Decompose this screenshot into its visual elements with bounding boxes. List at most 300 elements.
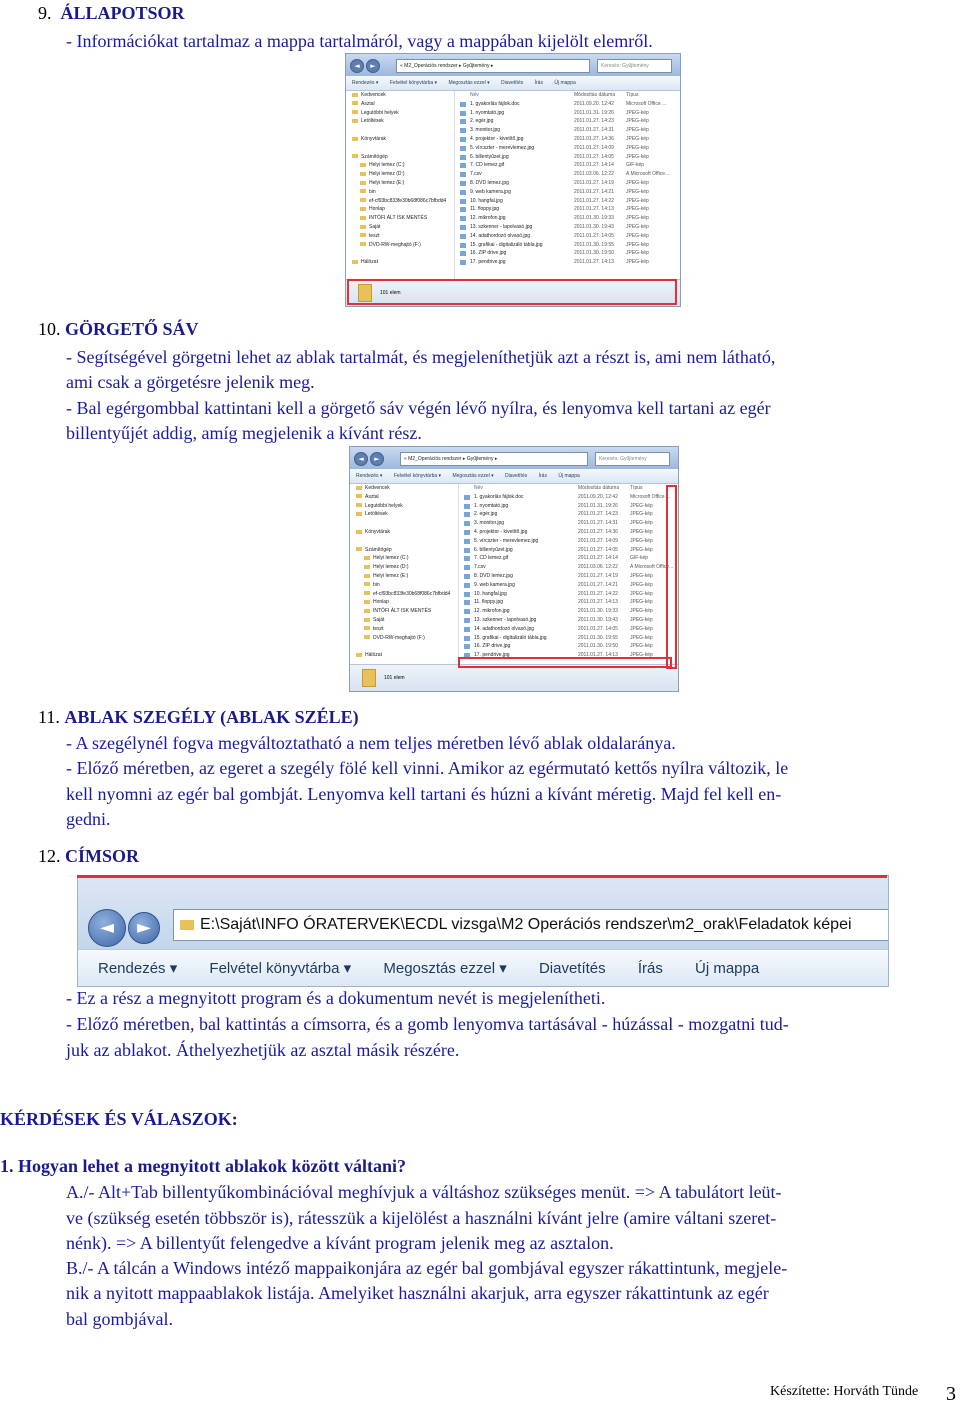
file-name: 10. hangfal.jpg [474, 590, 507, 597]
tb-library: Felvétel könyvtárba ▾ [393, 473, 442, 479]
file-row [462, 502, 674, 511]
file-name: 13. szkenner - lapolvasó.jpg [474, 616, 537, 623]
file-date: 2011.01.27. 14:36 [574, 135, 614, 142]
nav-item [346, 232, 454, 241]
explorer-filelist [458, 91, 676, 280]
file-row [462, 634, 674, 643]
file-icon [460, 234, 466, 239]
nav-item [350, 625, 458, 634]
nav-item-label: Saját [369, 223, 381, 230]
section-title: ÁLLAPOTSOR [60, 3, 185, 23]
file-icon [464, 512, 470, 517]
section-10-line-3: - Bal egérgombbal kattintani kell a görgető sáv végén lévő nyílra, és lenyomva kell tartani az egér [66, 398, 771, 418]
file-row [458, 205, 676, 214]
file-icon [464, 609, 470, 614]
status-count: 101 elem [384, 675, 405, 681]
nav-item-label: Helyi lemez (C:) [369, 162, 405, 169]
nav-item [350, 546, 458, 555]
folder-icon [360, 163, 366, 167]
file-name: 9. web kamera.jpg [474, 581, 515, 588]
file-row [462, 642, 674, 651]
file-icon [460, 243, 466, 248]
file-icon [460, 146, 466, 151]
file-name: 6. billentyűzet.jpg [474, 546, 513, 553]
nav-item-label: Számítógép [361, 153, 388, 160]
file-type: JPEG-kép [626, 250, 649, 257]
file-row [462, 537, 674, 546]
file-icon [464, 556, 470, 561]
file-type: JPEG-kép [626, 179, 649, 186]
file-row [458, 232, 676, 241]
file-type: JPEG-kép [630, 599, 653, 606]
file-name: 1. gyakorlás fájlok.doc [474, 493, 524, 500]
folder-icon [356, 494, 362, 498]
section-9-heading [38, 2, 185, 24]
folder-icon [360, 233, 366, 237]
highlight-horizontal-scrollbar [458, 657, 672, 668]
file-type: JPEG-kép [626, 206, 649, 213]
section-11-line-2: - Előző méretben, az egeret a szegély fölé kell vinni. Amikor az egérmutató kettős nyílra változik, le [66, 758, 789, 778]
file-type: JPEG-kép [626, 241, 649, 248]
file-date: 2011.01.30. 19:33 [578, 608, 618, 615]
column-header: Módosítás dátuma [578, 485, 620, 491]
nav-item-label: Asztal [361, 100, 375, 107]
nav-item [346, 109, 454, 118]
nav-item [350, 554, 458, 563]
file-row [458, 161, 676, 170]
file-row [462, 510, 674, 519]
file-date: 2011.01.27. 14:05 [578, 546, 618, 553]
file-name: 5. vírcszter - merevlemez.jpg [470, 144, 535, 151]
file-date: 2011.01.27. 14:22 [578, 590, 618, 597]
nav-item [346, 91, 454, 100]
nav-item [346, 100, 454, 109]
nav-item-label: INTÖFI ÁLT ISK MENTÉS [373, 608, 432, 615]
nav-item-label: Könyvtárak [361, 135, 387, 142]
nav-item [350, 519, 458, 528]
nav-item [346, 205, 454, 214]
file-row [462, 598, 674, 607]
tb-burn: Írás [637, 960, 663, 977]
explorer-address: « M2_Operációs rendszer ▸ Gyűjtemény ▸ [400, 452, 588, 466]
column-headers [458, 91, 676, 100]
file-name: 9. web kamera.jpg [470, 188, 511, 195]
file-name: 3. monitor.jpg [470, 127, 501, 134]
file-date: 2011.01.31. 19:26 [578, 502, 618, 509]
folder-icon [356, 547, 362, 551]
nav-item-label: Honlap [369, 206, 385, 213]
section-12-line-1: - Ez a rész a megnyitott program és a dokumentum nevét is megjelenítheti. [66, 988, 606, 1008]
address-path [173, 909, 889, 941]
file-type: A Microsoft Office... [630, 564, 674, 571]
file-date: 2011.01.30. 19:43 [578, 616, 618, 623]
file-row [462, 607, 674, 616]
file-row [458, 135, 676, 144]
forward-arrow-icon: ► [128, 912, 160, 944]
nav-item [346, 241, 454, 250]
file-row [462, 590, 674, 599]
tb-newfolder: Új mappa [695, 960, 760, 977]
tb-slideshow: Diavetítés [538, 960, 606, 977]
file-icon [460, 137, 466, 142]
nav-item [346, 249, 454, 258]
nav-item-label: DVD-RW-meghajtó (F:) [373, 634, 425, 641]
file-row [462, 493, 674, 502]
file-icon [460, 155, 466, 160]
column-header: Módosítás dátuma [574, 92, 616, 98]
file-row [458, 117, 676, 126]
section-11-line-1: - A szegélynél fogva megváltoztatható a nem teljes méretben lévő ablak oldalaránya. [66, 733, 676, 753]
back-icon: ◄ [354, 452, 368, 466]
file-icon [460, 102, 466, 107]
folder-icon [360, 189, 366, 193]
explorer-navpane [350, 484, 459, 665]
file-date: 2011.01.30. 19:55 [574, 241, 614, 248]
file-date: 2011.01.27. 14:36 [578, 528, 618, 535]
file-date: 2011.01.31. 19:26 [574, 109, 614, 116]
file-icon [460, 128, 466, 133]
section-title: CÍMSOR [65, 846, 140, 866]
file-name: 11. floppy.jpg [474, 599, 504, 606]
nav-item [350, 581, 458, 590]
section-12-line-3: juk az ablakot. Áthelyezhetjük az asztal másik részére. [66, 1040, 460, 1060]
folder-icon [360, 198, 366, 202]
file-type: A Microsoft Office... [626, 171, 670, 178]
nav-item [350, 493, 458, 502]
file-date: 2011.01.27. 14:23 [574, 118, 614, 125]
file-type: Microsoft Office ... [630, 493, 671, 500]
tb-share: Megosztás ezzel ▾ [383, 960, 507, 977]
nav-item [350, 607, 458, 616]
file-icon [460, 163, 466, 168]
nav-item-label: Saját [373, 616, 385, 623]
nav-item [350, 563, 458, 572]
file-icon [460, 260, 466, 265]
file-date: 2011.01.27. 14:05 [574, 153, 614, 160]
file-date: 2011.01.30. 19:50 [574, 250, 614, 257]
section-12-line-2: - Előző méretben, bal kattintás a címsorra, és a gomb lenyomva tartásával - húzással - mozgatni tud- [66, 1014, 789, 1034]
file-type: JPEG-kép [626, 109, 649, 116]
file-icon [460, 119, 466, 124]
tb-share: Megosztás ezzel ▾ [452, 473, 494, 479]
file-date: 2011.01.27. 14:19 [574, 179, 614, 186]
folder-icon [364, 574, 370, 578]
file-type: JPEG-kép [626, 118, 649, 125]
nav-item [346, 188, 454, 197]
nav-item [346, 161, 454, 170]
file-name: 17. pendrive.jpg [474, 652, 510, 659]
tb-organize: Rendezés ▾ [356, 473, 383, 479]
tb-slideshow: Diavetítés [501, 80, 524, 86]
nav-item [346, 197, 454, 206]
folder-icon [360, 225, 366, 229]
file-icon [460, 216, 466, 221]
file-row [458, 179, 676, 188]
file-row [458, 153, 676, 162]
file-type: GIF-kép [630, 555, 649, 562]
file-row [458, 144, 676, 153]
file-date: 2011.01.27. 14:21 [578, 581, 618, 588]
folder-icon [352, 154, 358, 158]
section-number: 9. [38, 3, 52, 23]
file-row [458, 214, 676, 223]
file-name: 14. adathordozó olvasó.jpg [470, 232, 531, 239]
tb-burn: Írás [538, 473, 547, 479]
addressbar-screenshot [77, 875, 889, 987]
file-icon [464, 530, 470, 535]
folder-icon [356, 512, 362, 516]
tb-newfolder: Új mappa [554, 80, 576, 86]
file-type: GIF-kép [626, 162, 645, 169]
question-1: 1. Hogyan lehet a megnyitott ablakok között váltani? [0, 1156, 407, 1176]
file-name: 3. monitor.jpg [474, 520, 505, 527]
file-icon [460, 190, 466, 195]
section-10-line-4: billentyűjét addig, amíg megjelenik a kívánt rész. [66, 423, 422, 443]
file-name: 8. DVD lemez.jpg [474, 572, 513, 579]
nav-item [346, 135, 454, 144]
file-name: 7.csv [470, 171, 482, 178]
file-name: 16. ZIP drive.jpg [474, 643, 511, 650]
file-type: JPEG-kép [626, 223, 649, 230]
file-type: JPEG-kép [626, 259, 649, 266]
file-icon [460, 225, 466, 230]
nav-item [350, 528, 458, 537]
file-date: 2011.01.27. 14:31 [578, 520, 618, 527]
nav-item [350, 510, 458, 519]
file-icon [464, 539, 470, 544]
file-row [462, 581, 674, 590]
file-type: JPEG-kép [626, 153, 649, 160]
file-name: 7.csv [474, 564, 486, 571]
file-date: 2011.01.27. 14:14 [578, 555, 618, 562]
nav-item-label: Helyi lemez (E:) [373, 572, 409, 579]
file-icon [464, 548, 470, 553]
answer-b-line-2: nik a nyitott mappaablakok listája. Amelyiket használni akarjuk, arra egyszer rákattintunk az egér [66, 1283, 769, 1303]
footer-author: Készítette: Horváth Tünde [770, 1384, 919, 1399]
file-type: JPEG-kép [626, 127, 649, 134]
file-type: JPEG-kép [630, 616, 653, 623]
file-type: Microsoft Office ... [626, 100, 667, 107]
nav-item-label: teszt [373, 625, 384, 632]
file-name: 1. gyakorlás fájlok.doc [470, 100, 520, 107]
nav-item [346, 223, 454, 232]
file-type: JPEG-kép [626, 215, 649, 222]
folder-icon [364, 626, 370, 630]
explorer-statusbar [350, 664, 678, 691]
answer-a-line-1: A./- Alt+Tab billentyűkombinációval meghívjuk a váltáshoz szükséges menüt. => A tabulátort leüt- [66, 1182, 782, 1202]
tb-organize: Rendezés ▾ [352, 80, 379, 86]
nav-item-label: teszt [369, 232, 380, 239]
file-name: 15. grafikai - digitalizáló tábla.jpg [474, 634, 547, 641]
file-icon [460, 181, 466, 186]
folder-icon [364, 582, 370, 586]
file-name: 4. projektor - kivetítő.jpg [470, 135, 524, 142]
file-name: 12. mikrofon.jpg [470, 215, 506, 222]
file-icon [460, 199, 466, 204]
file-name: 13. szkenner - lapolvasó.jpg [470, 223, 533, 230]
file-icon [464, 574, 470, 579]
file-row [462, 554, 674, 563]
folder-icon [360, 216, 366, 220]
folder-icon [356, 503, 362, 507]
nav-item-label: Letöltések [361, 118, 384, 125]
file-row [458, 188, 676, 197]
file-date: 2011.01.27. 14:21 [574, 188, 614, 195]
file-icon [460, 111, 466, 116]
file-type: JPEG-kép [630, 590, 653, 597]
nav-item-label: Hálózat [365, 652, 382, 659]
file-date: 2011.01.27. 14:14 [574, 162, 614, 169]
file-name: 4. projektor - kivetítő.jpg [474, 528, 528, 535]
file-row [458, 249, 676, 258]
nav-item-label: Helyi lemez (D:) [373, 564, 409, 571]
nav-item-label: ef-cf93bc833fe30b68f086c7bfbdd4 [373, 590, 451, 597]
explorer-search: Keresés: Gyűjtemény [595, 452, 670, 466]
folder-small-icon [180, 920, 194, 930]
file-date: 2011.01.30. 19:43 [574, 223, 614, 230]
file-icon [464, 495, 470, 500]
file-date: 2011.01.27. 14:23 [578, 511, 618, 518]
folder-icon [364, 591, 370, 595]
folder-icon [360, 181, 366, 185]
nav-item [350, 590, 458, 599]
file-icon [464, 636, 470, 641]
file-date: 2011.01.30. 19:33 [574, 215, 614, 222]
folder-icon [352, 93, 358, 97]
file-row [462, 572, 674, 581]
file-icon [464, 583, 470, 588]
file-type: JPEG-kép [626, 232, 649, 239]
file-icon [464, 565, 470, 570]
nav-item-label: Honlap [373, 599, 389, 606]
file-name: 7. CD lemez.gif [474, 555, 509, 562]
nav-item-label: Hálózat [361, 259, 378, 266]
explorer-toolbar [346, 76, 680, 91]
nav-item-label: bin [373, 581, 380, 588]
folder-icon [356, 530, 362, 534]
file-name: 16. ZIP drive.jpg [470, 250, 507, 257]
file-type: JPEG-kép [630, 625, 653, 632]
file-row [462, 528, 674, 537]
nav-item [350, 616, 458, 625]
file-date: 2011.09.20. 12:42 [574, 100, 614, 107]
explorer-filelist [462, 484, 674, 665]
file-row [462, 546, 674, 555]
file-icon [464, 521, 470, 526]
section-number: 11. [38, 707, 60, 727]
qa-heading: KÉRDÉSEK ÉS VÁLASZOK: [0, 1109, 238, 1129]
section-11-line-4: gedni. [66, 809, 111, 829]
file-row [462, 519, 674, 528]
tb-library: Felvétel könyvtárba ▾ [209, 960, 352, 977]
answer-a-line-2: ve (szükség esetén többször is), rátesszük a kijelölést a használni kívánt jelre (amire váltani szeret- [66, 1208, 777, 1228]
folder-icon [352, 137, 358, 141]
file-date: 2011.03.06. 12:22 [574, 171, 614, 178]
explorer-titlebar [350, 447, 678, 469]
file-name: 1. nyomtató.jpg [470, 109, 505, 116]
nav-item [350, 502, 458, 511]
answer-b-line-3: bal gombjával. [66, 1309, 173, 1329]
column-header: Típus [630, 485, 643, 491]
folder-icon [362, 669, 376, 687]
file-date: 2011.01.27. 14:13 [578, 652, 618, 659]
folder-icon [364, 556, 370, 560]
file-icon [464, 504, 470, 509]
column-headers [462, 484, 674, 493]
section-11-line-3: kell nyomni az egér bal gombját. Lenyomva kell tartani és húzni a kívánt méretig. Majd fel kell en- [66, 784, 782, 804]
file-name: 12. mikrofon.jpg [474, 608, 510, 615]
file-icon [464, 592, 470, 597]
file-type: JPEG-kép [630, 652, 653, 659]
section-10-heading [38, 318, 199, 340]
file-type: JPEG-kép [630, 520, 653, 527]
nav-item-label: Helyi lemez (E:) [369, 179, 405, 186]
back-icon: ◄ [350, 59, 364, 73]
file-icon [464, 618, 470, 623]
folder-icon [360, 242, 366, 246]
nav-item [346, 117, 454, 126]
file-name: 17. pendrive.jpg [470, 259, 506, 266]
file-date: 2011.01.27. 14:05 [574, 232, 614, 239]
folder-icon [360, 207, 366, 211]
explorer-search: Keresés: Gyűjtemény [597, 59, 672, 73]
file-row [458, 241, 676, 250]
file-date: 2011.01.30. 19:50 [578, 643, 618, 650]
tb-share: Megosztás ezzel ▾ [448, 80, 490, 86]
section-number: 10. [38, 319, 61, 339]
page-number: 3 [946, 1383, 956, 1405]
file-icon [464, 600, 470, 605]
highlight-statusbar [347, 279, 677, 305]
answer-b-line-1: B./- A tálcán a Windows intéző mappaikonjára az egér bal gombjával egyszer rákattintunk, megjele- [66, 1258, 788, 1278]
file-row [458, 197, 676, 206]
file-name: 1. nyomtató.jpg [474, 502, 509, 509]
file-type: JPEG-kép [630, 581, 653, 588]
explorer-titlebar [346, 54, 680, 76]
file-date: 2011.03.06. 12:22 [578, 564, 618, 571]
nav-item-label: Számítógép [365, 546, 392, 553]
nav-item [350, 484, 458, 493]
explorer-screenshot-scrollbar [349, 446, 679, 692]
folder-icon [356, 653, 362, 657]
explorer-address: « M2_Operációs rendszer ▸ Gyűjtemény ▸ [396, 59, 590, 73]
column-header: Név [474, 485, 483, 491]
file-row [462, 625, 674, 634]
nav-item [346, 170, 454, 179]
nav-item [350, 642, 458, 651]
folder-icon [364, 609, 370, 613]
section-title: ABLAK SZEGÉLY (ABLAK SZÉLE) [64, 707, 359, 727]
file-row [458, 100, 676, 109]
nav-item-label: INTÖFI ÁLT ISK MENTÉS [369, 215, 428, 222]
back-arrow-icon: ◄ [88, 909, 126, 947]
nav-item-label: Kedvencek [365, 485, 390, 491]
tb-burn: Írás [534, 80, 543, 86]
file-type: JPEG-kép [630, 511, 653, 518]
tb-newfolder: Új mappa [558, 473, 580, 479]
file-name: 15. grafikai - digitalizáló tábla.jpg [470, 241, 543, 248]
file-date: 2011.01.27. 14:13 [574, 206, 614, 213]
nav-item [346, 144, 454, 153]
file-icon [464, 627, 470, 632]
nav-item [350, 572, 458, 581]
file-row [462, 616, 674, 625]
tb-organize: Rendezés ▾ [98, 960, 178, 977]
forward-icon: ► [366, 59, 380, 73]
nav-item-label: bin [369, 188, 376, 195]
file-name: 6. billentyűzet.jpg [470, 153, 509, 160]
nav-item-label: ef-cf93bc833fe30b68f086c7bfbdd4 [369, 197, 447, 204]
